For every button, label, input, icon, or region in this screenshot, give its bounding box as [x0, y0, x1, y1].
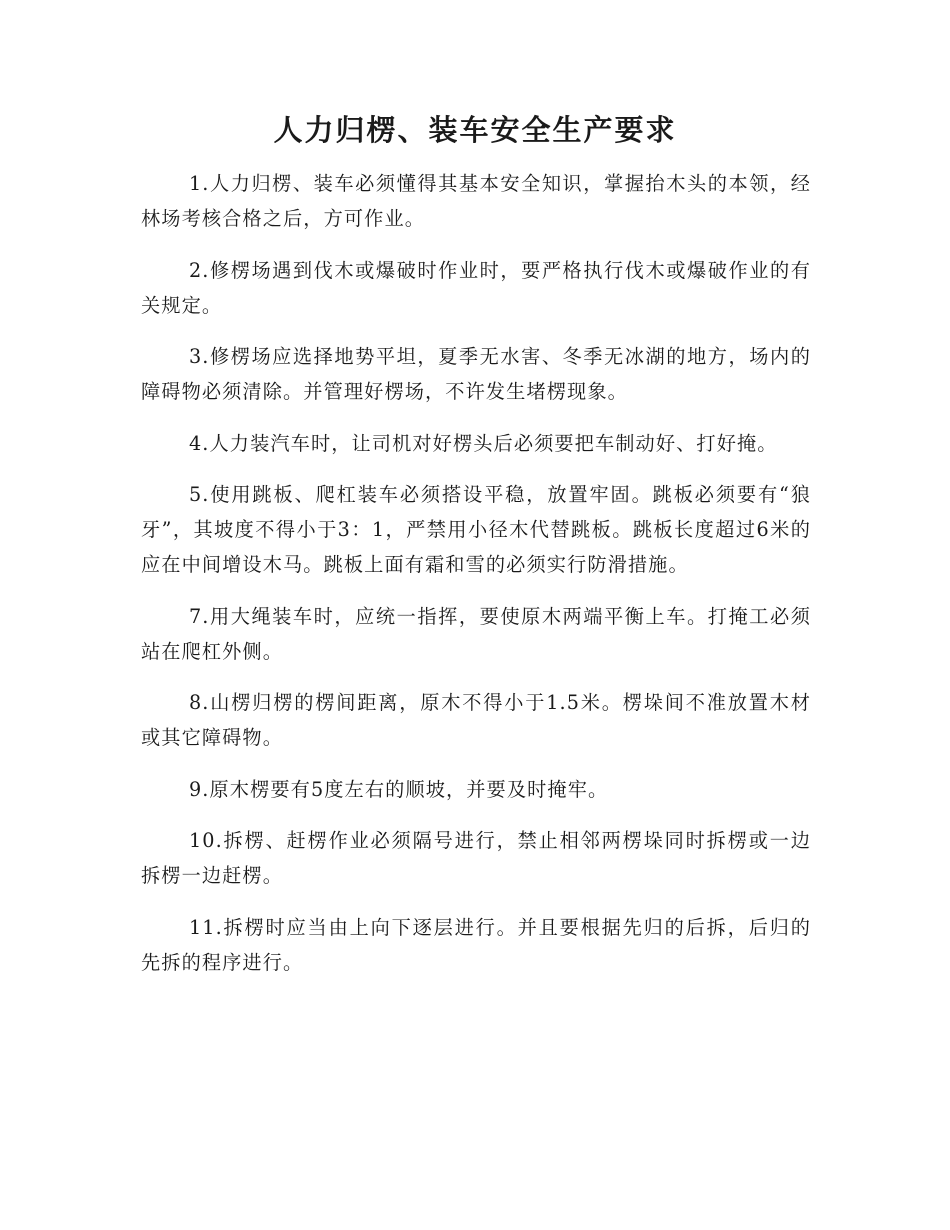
paragraph-4: 4.人力装汽车时，让司机对好楞头后必须要把车制动好、打好掩。	[189, 431, 778, 455]
paragraph-9: 9.原木楞要有5度左右的顺坡，并要及时掩牢。	[189, 777, 609, 801]
paragraph-7: 7.用大绳装车时，应统一指挥，要使原木两端平衡上车。打掩工必须站在爬杠外侧。	[141, 604, 811, 663]
paragraph-8: 8.山楞归楞的楞间距离，原木不得小于1.5米。楞垛间不准放置木材或其它障碍物。	[141, 691, 811, 749]
paragraph-5: 5.使用跳板、爬杠装车必须搭设平稳，放置牢固。跳板必须要有“狼牙”，其坡度不得小于3：1，严禁用小径木代替跳板。跳板长度超过6米的应在中间增设木马。跳板上面有霜和雪的必须实行防滑措施。	[141, 483, 811, 576]
paragraph-10: 10.拆楞、赶楞作业必须隔号进行，禁止相邻两楞垛同时拆楞或一边拆楞一边赶楞。	[141, 829, 811, 887]
paragraph-2: 2.修楞场遇到伐木或爆破时作业时，要严格执行伐木或爆破作业的有关规定。	[141, 258, 811, 317]
document-title: 人力归楞、装车安全生产要求	[273, 113, 677, 147]
paragraph-3: 3.修楞场应选择地势平坦，夏季无水害、冬季无冰湖的地方，场内的障碍物必须清除。并管理好楞场，不许发生堵楞现象。	[141, 345, 811, 403]
paragraph-11: 11.拆楞时应当由上向下逐层进行。并且要根据先归的后拆，后归的先拆的程序进行。	[141, 915, 811, 974]
document-body	[141, 166, 811, 996]
paragraph-1: 1.人力归楞、装车必须懂得其基本安全知识，掌握抬木头的本领，经林场考核合格之后，方可作业。	[141, 172, 811, 230]
